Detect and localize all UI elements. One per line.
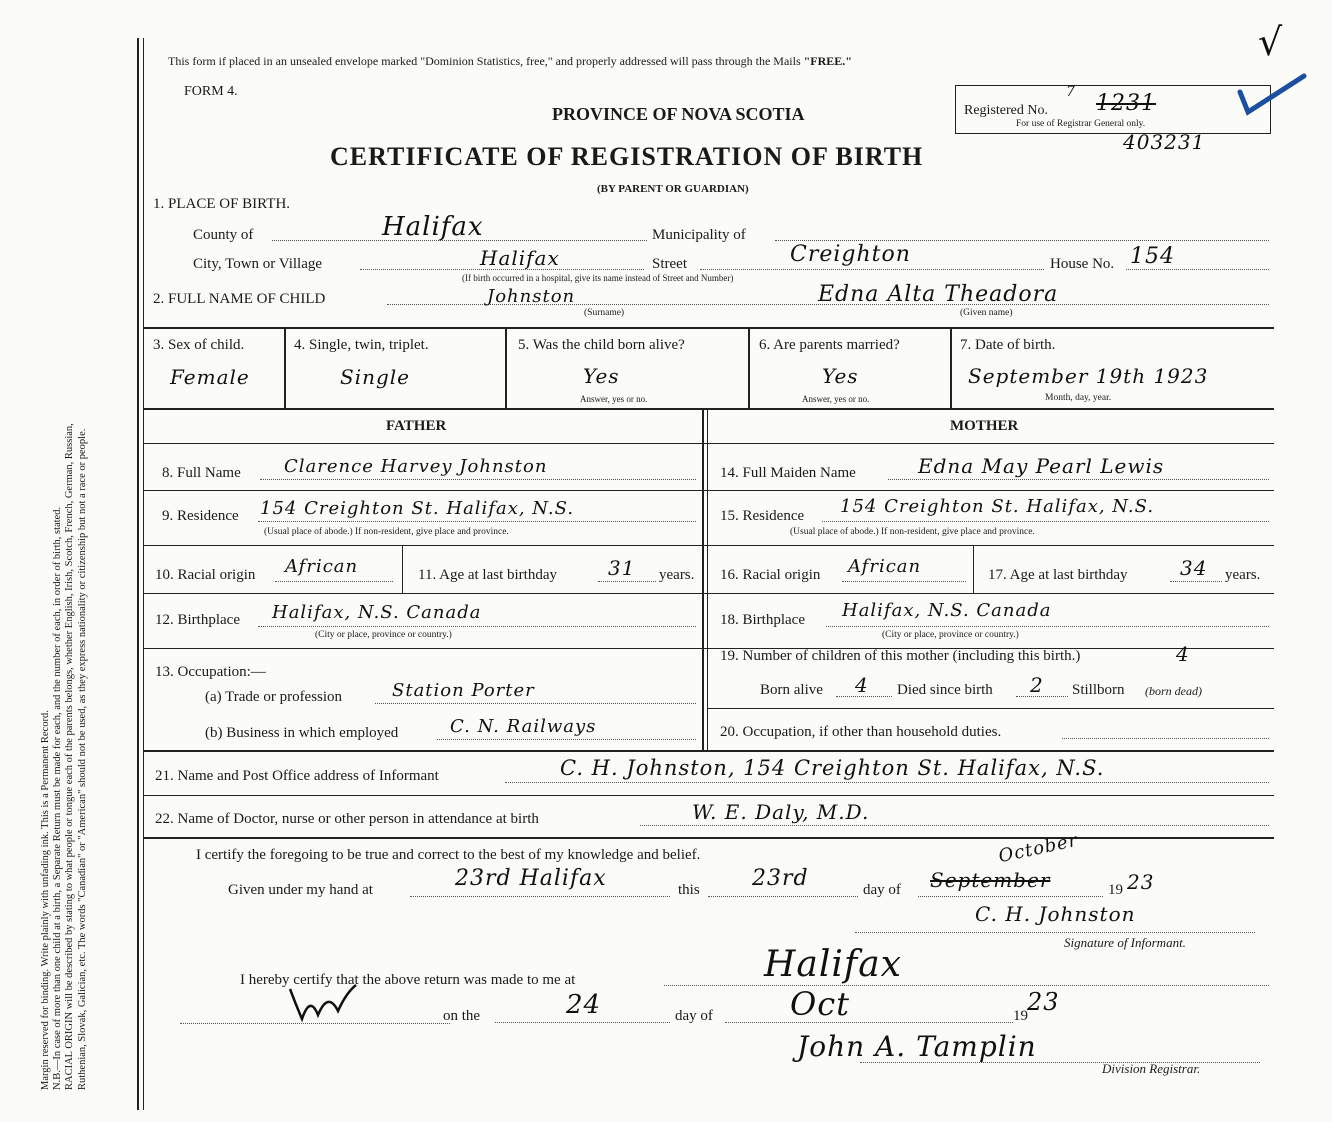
field-line — [918, 896, 1103, 897]
field-line — [258, 521, 696, 522]
mother-age-unit: years. — [1225, 567, 1261, 583]
field-line — [258, 626, 696, 627]
certify-statement: I certify the foregoing to be true and correct to the best of my knowledge and belief. — [196, 847, 701, 863]
field-line — [505, 782, 1269, 783]
street-line — [700, 269, 1044, 270]
side-note-2: N.B.—In case of more than one child at a birth, a Separate Return must be made for each, and the number of each, in order of birth, stated. — [52, 506, 64, 1090]
informant-label: 21. Name and Post Office address of Informant — [155, 768, 439, 784]
died-label: Died since birth — [897, 682, 993, 698]
informant-signature: C. H. Johnston — [975, 902, 1136, 926]
mother-residence-value: 154 Creighton St. Halifax, N.S. — [840, 496, 1155, 517]
dob-label: 7. Date of birth. — [960, 337, 1056, 353]
occupation-label: 13. Occupation:— — [155, 664, 266, 680]
married-caption: Answer, yes or no. — [802, 394, 870, 404]
field-line — [826, 626, 1269, 627]
father-residence-caption: (Usual place of abode.) If non-resident, give place and province. — [264, 527, 509, 537]
trade-value: Station Porter — [392, 680, 535, 701]
father-age-label: 11. Age at last birthday — [418, 567, 557, 583]
born-alive-label: Born alive — [760, 682, 823, 698]
registrar-statement: I hereby certify that the above return was made to me at — [240, 972, 576, 988]
rule — [144, 648, 1274, 649]
certify-year-prefix: 19 — [1108, 882, 1123, 898]
municipality-line — [775, 240, 1269, 241]
stillborn-label: Stillborn — [1072, 682, 1125, 698]
rule — [144, 408, 1274, 410]
place-heading: 1. PLACE OF BIRTH. — [153, 196, 291, 212]
field-line — [410, 896, 670, 897]
field-line — [1170, 581, 1222, 582]
child-given-name: Edna Alta Theadora — [818, 282, 1059, 307]
registrar-day-label: day of — [675, 1008, 713, 1024]
registrar-signature-caption: Division Registrar. — [1102, 1061, 1201, 1076]
rule — [144, 795, 1274, 796]
given-place-value: 23rd Halifax — [455, 866, 607, 891]
field-line — [260, 479, 696, 480]
father-heading: FATHER — [386, 418, 447, 434]
alive-caption: Answer, yes or no. — [580, 394, 648, 404]
side-margin-notes — [40, 30, 89, 1090]
business-value: C. N. Railways — [450, 716, 597, 737]
field-line — [725, 1022, 1013, 1023]
alive-value: Yes — [583, 364, 620, 388]
mother-name-value: Edna May Pearl Lewis — [918, 454, 1165, 478]
rule — [702, 410, 704, 750]
rule — [144, 750, 1274, 752]
field-line — [842, 581, 966, 582]
street-label: Street — [652, 256, 687, 272]
certify-month-value: October — [996, 829, 1080, 868]
rule — [708, 708, 1274, 709]
registrar-month-value: Oct — [790, 985, 851, 1023]
mother-age-label: 17. Age at last birthday — [988, 567, 1128, 583]
father-residence-value: 154 Creighton St. Halifax, N.S. — [260, 498, 575, 519]
father-age-unit: years. — [659, 567, 695, 583]
rule — [505, 329, 507, 408]
field-line — [180, 1023, 450, 1024]
mail-notice: This form if placed in an unsealed envelope marked "Dominion Statistics, free," and properly addressed will pass through the Mails "FREE." — [168, 54, 852, 68]
rule — [707, 410, 708, 750]
rule — [973, 546, 974, 593]
father-age-value: 31 — [608, 556, 636, 580]
rule — [402, 546, 403, 593]
field-line — [1062, 738, 1269, 739]
dob-value: September 19th 1923 — [968, 364, 1209, 388]
county-label: County of — [193, 227, 254, 243]
registered-number-new: 403231 — [1123, 130, 1206, 154]
mother-race-label: 16. Racial origin — [720, 567, 821, 583]
mother-heading: MOTHER — [950, 418, 1019, 434]
father-race-label: 10. Racial origin — [155, 567, 256, 583]
stillborn-note: (born dead) — [1145, 684, 1202, 698]
signature-line — [855, 932, 1255, 933]
scribble-mark-icon — [282, 975, 362, 1027]
registrar-signature: John A. Tamplin — [797, 1030, 1037, 1063]
house-label: House No. — [1050, 256, 1115, 272]
father-birthplace-caption: (City or place, province or country.) — [315, 630, 452, 640]
certify-day-label: day of — [863, 882, 901, 898]
registrar-on-label: on the — [443, 1008, 481, 1024]
margin-rule-inner — [143, 38, 144, 1110]
field-line — [437, 739, 696, 740]
died-value: 2 — [1030, 673, 1044, 697]
form-number: FORM 4. — [184, 84, 238, 99]
rule — [144, 443, 1274, 444]
sex-label: 3. Sex of child. — [153, 337, 245, 353]
father-race-value: African — [285, 556, 359, 577]
registrar-year-value: 23 — [1027, 988, 1060, 1016]
field-line — [708, 896, 858, 897]
field-line — [598, 581, 656, 582]
rule — [144, 327, 1274, 329]
plurality-value: Single — [340, 365, 411, 389]
county-value: Halifax — [382, 212, 484, 242]
dob-caption: Month, day, year. — [1045, 393, 1112, 403]
registrar-note: For use of Registrar General only. — [1016, 119, 1146, 129]
field-line — [822, 521, 1269, 522]
plurality-label: 4. Single, twin, triplet. — [294, 337, 429, 353]
children-count-value: 4 — [1176, 642, 1190, 666]
doctor-label: 22. Name of Doctor, nurse or other person in attendance at birth — [155, 811, 539, 827]
trade-label: (a) Trade or profession — [205, 689, 343, 705]
surname-caption: (Surname) — [584, 308, 625, 318]
house-value: 154 — [1130, 244, 1175, 269]
business-label: (b) Business in which employed — [205, 725, 399, 741]
field-line — [495, 1022, 670, 1023]
mother-occupation-label: 20. Occupation, if other than household duties. — [720, 724, 1002, 740]
street-value: Creighton — [790, 242, 911, 267]
married-value: Yes — [822, 364, 859, 388]
registered-number-old: 1231 — [1096, 91, 1156, 116]
certify-month-struck: September — [930, 868, 1051, 892]
province-heading: PROVINCE OF NOVA SCOTIA — [552, 104, 805, 124]
side-note-4: Ruthenian, Slovak, Galician, etc. The words "Canadian" or "American" should not be used, as they express nationality or citizenship but not a race or people. — [76, 428, 88, 1090]
field-line — [664, 985, 1269, 986]
sex-value: Female — [170, 365, 250, 389]
rule — [144, 490, 1274, 491]
child-name-label: 2. FULL NAME OF CHILD — [153, 291, 326, 307]
given-under-label: Given under my hand at — [228, 882, 373, 898]
rule — [144, 837, 1274, 839]
field-line — [275, 581, 393, 582]
field-line — [888, 479, 1269, 480]
mother-name-label: 14. Full Maiden Name — [720, 465, 856, 481]
father-name-value: Clarence Harvey Johnston — [284, 456, 548, 477]
city-label: City, Town or Village — [193, 256, 323, 272]
informant-value: C. H. Johnston, 154 Creighton St. Halifax, N.S. — [560, 756, 1105, 780]
this-label: this — [678, 882, 700, 898]
mother-birthplace-label: 18. Birthplace — [720, 612, 805, 628]
page-title: CERTIFICATE OF REGISTRATION OF BIRTH — [330, 142, 924, 171]
rule — [950, 329, 952, 408]
born-alive-value: 4 — [855, 673, 869, 697]
side-note-3: RACIAL ORIGIN will be described by stating to what people or tongue each of the parents belongs, whether English, Irish, Scotch, French, German, Russian, — [64, 423, 76, 1090]
rule — [748, 329, 750, 408]
father-residence-label: 9. Residence — [162, 508, 239, 524]
registrar-day-value: 24 — [566, 990, 602, 1020]
field-line — [640, 825, 1269, 826]
father-name-label: 8. Full Name — [162, 465, 241, 481]
registered-small-number: 7 — [1066, 84, 1076, 100]
child-surname: Johnston — [487, 286, 576, 307]
mother-birthplace-value: Halifax, N.S. Canada — [842, 600, 1052, 621]
certify-day-value: 23rd — [752, 866, 809, 891]
side-note-1: Margin reserved for binding. Write plainly with unfading ink. This is a Permanent Record. — [40, 710, 51, 1090]
city-value: Halifax — [480, 246, 560, 270]
informant-signature-caption: Signature of Informant. — [1064, 935, 1186, 950]
father-birthplace-label: 12. Birthplace — [155, 612, 240, 628]
given-caption: (Given name) — [960, 308, 1013, 318]
doctor-value: W. E. Daly, M.D. — [692, 800, 870, 824]
municipality-label: Municipality of — [652, 227, 746, 243]
certify-year-value: 23 — [1127, 870, 1155, 894]
rule — [284, 329, 286, 408]
mother-age-value: 34 — [1180, 556, 1208, 580]
registrar-place-value: Halifax — [764, 944, 902, 985]
margin-rule — [137, 38, 139, 1110]
alive-label: 5. Was the child born alive? — [518, 337, 685, 353]
house-line — [1126, 269, 1269, 270]
registered-label: Registered No. — [964, 103, 1048, 118]
check-mark: √ — [1258, 20, 1284, 64]
registrar-year-prefix: 19 — [1013, 1008, 1028, 1024]
father-birthplace-value: Halifax, N.S. Canada — [272, 602, 482, 623]
field-line — [375, 703, 696, 704]
hospital-note: (If birth occurred in a hospital, give its name instead of Street and Number) — [462, 273, 734, 283]
mother-race-value: African — [848, 556, 922, 577]
rule — [144, 593, 1274, 594]
children-count-label: 19. Number of children of this mother (including this birth.) — [720, 648, 1081, 664]
blue-checkmark-icon — [1232, 70, 1312, 120]
rule — [144, 545, 1274, 546]
mother-birthplace-caption: (City or place, province or country.) — [882, 630, 1019, 640]
mother-residence-label: 15. Residence — [720, 508, 805, 524]
page-subtitle: (BY PARENT OR GUARDIAN) — [597, 183, 749, 195]
mother-residence-caption: (Usual place of abode.) If non-resident, give place and province. — [790, 527, 1035, 537]
married-label: 6. Are parents married? — [759, 337, 900, 353]
